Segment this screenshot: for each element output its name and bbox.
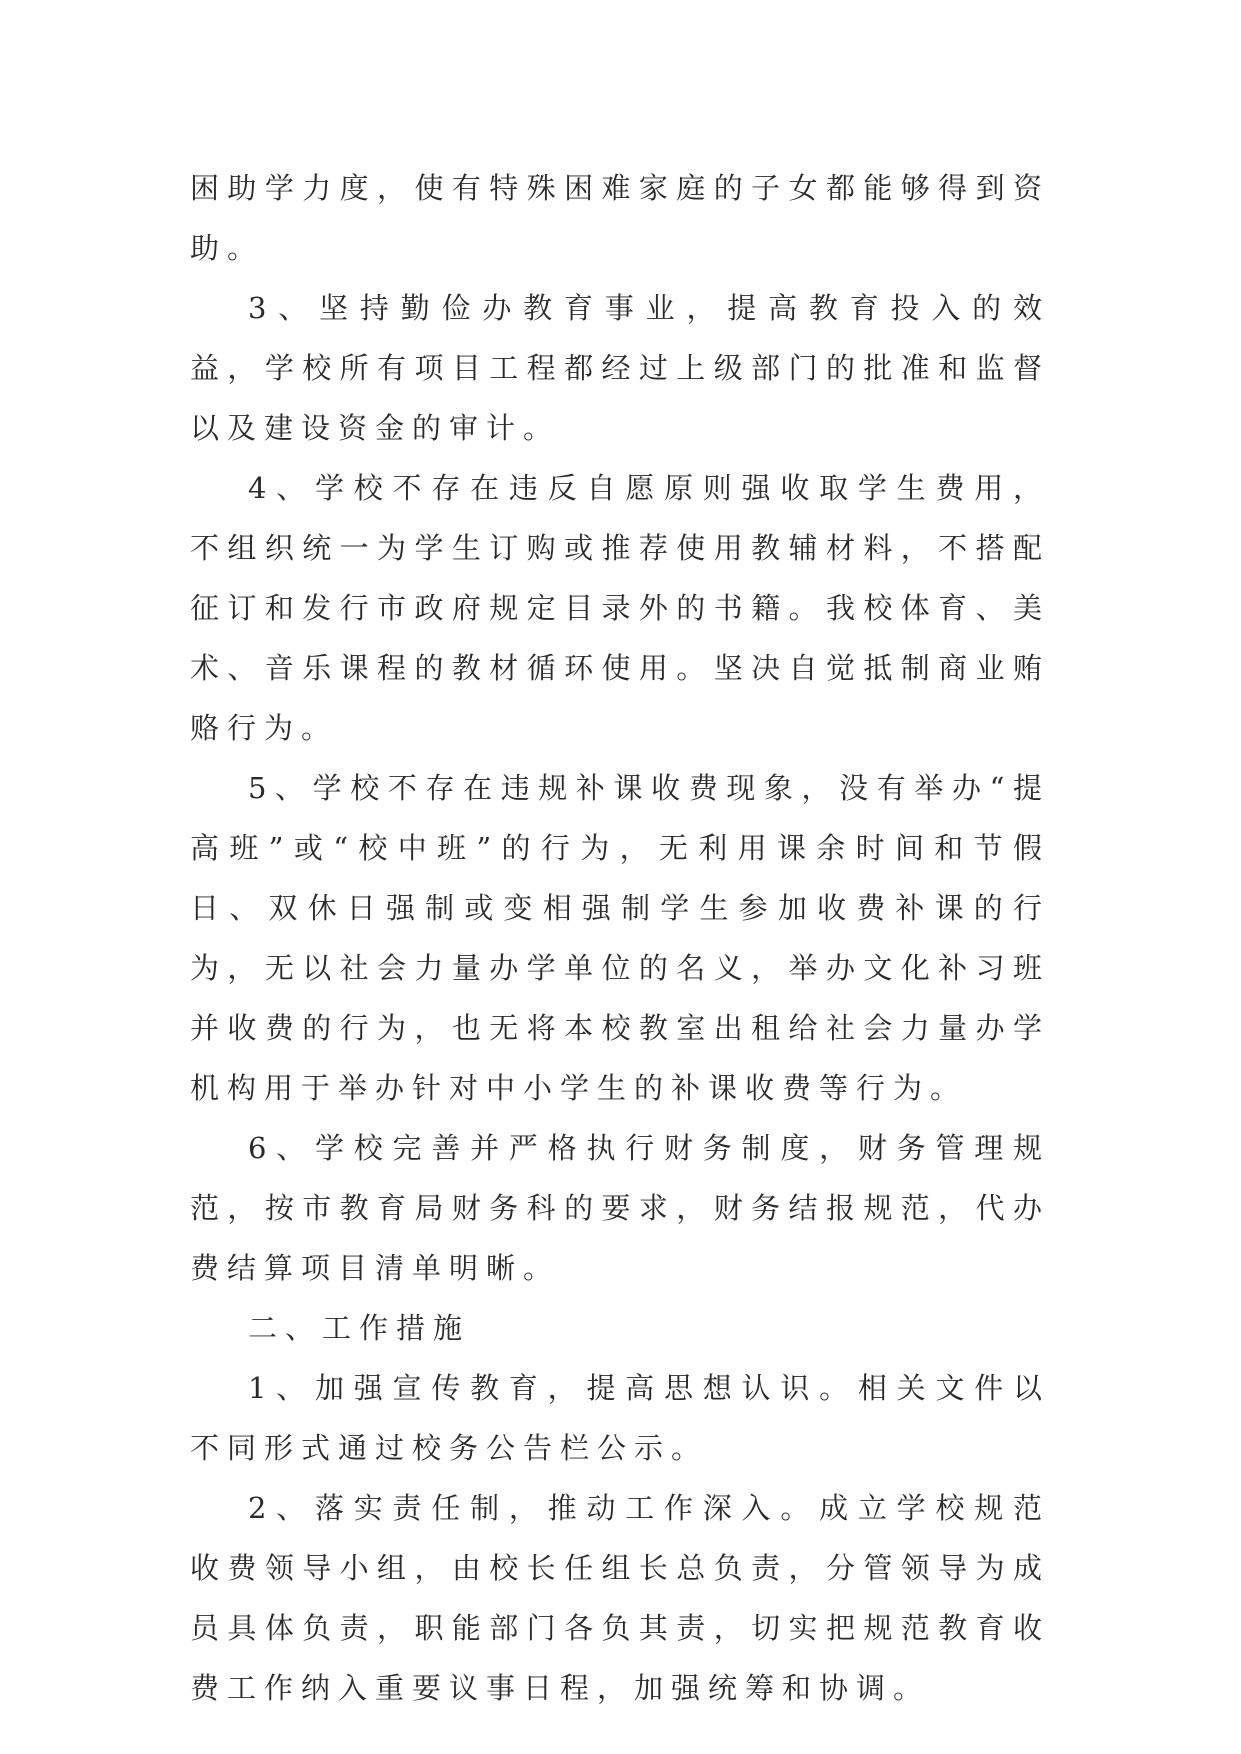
document-body (190, 158, 1050, 1718)
paragraph-1: 困助学力度，使有特殊困难家庭的子女都能够得到资助。 (190, 171, 1050, 265)
paragraph-2: 3、坚持勤俭办教育事业，提高教育投入的效益，学校所有项目工程都经过上级部门的批准和监督以及建设资金的审计。 (190, 291, 1050, 445)
paragraph-5: 6、学校完善并严格执行财务制度，财务管理规范，按市教育局财务科的要求，财务结报规范，代办费结算项目清单明晰。 (190, 1131, 1050, 1285)
paragraph-7: 2、落实责任制，推动工作深入。成立学校规范收费领导小组，由校长任组长总负责，分管领导为成员具体负责，职能部门各负其责，切实把规范教育收费工作纳入重要议事日程，加强统筹和协调。 (190, 1491, 1050, 1705)
paragraph-4: 5、学校不存在违规补课收费现象，没有举办“提高班”或“校中班”的行为，无利用课余时间和节假日、双休日强制或变相强制学生参加收费补课的行为，无以社会力量办学单位的名义，举办文化补习班并收费的行为，也无将本校教室出租给社会力量办学机构用于举办针对中小学生的补课收费等行为。 (190, 771, 1050, 1105)
paragraph-6: 1、加强宣传教育，提高思想认识。相关文件以不同形式通过校务公告栏公示。 (190, 1371, 1050, 1465)
paragraph-3: 4、学校不存在违反自愿原则强收取学生费用，不组织统一为学生订购或推荐使用教辅材料，不搭配征订和发行市政府规定目录外的书籍。我校体育、美术、音乐课程的教材循环使用。坚决自觉抵制商业贿赂行为。 (190, 471, 1050, 745)
section-heading-work-measures: 二、工作措施 (248, 1311, 471, 1345)
